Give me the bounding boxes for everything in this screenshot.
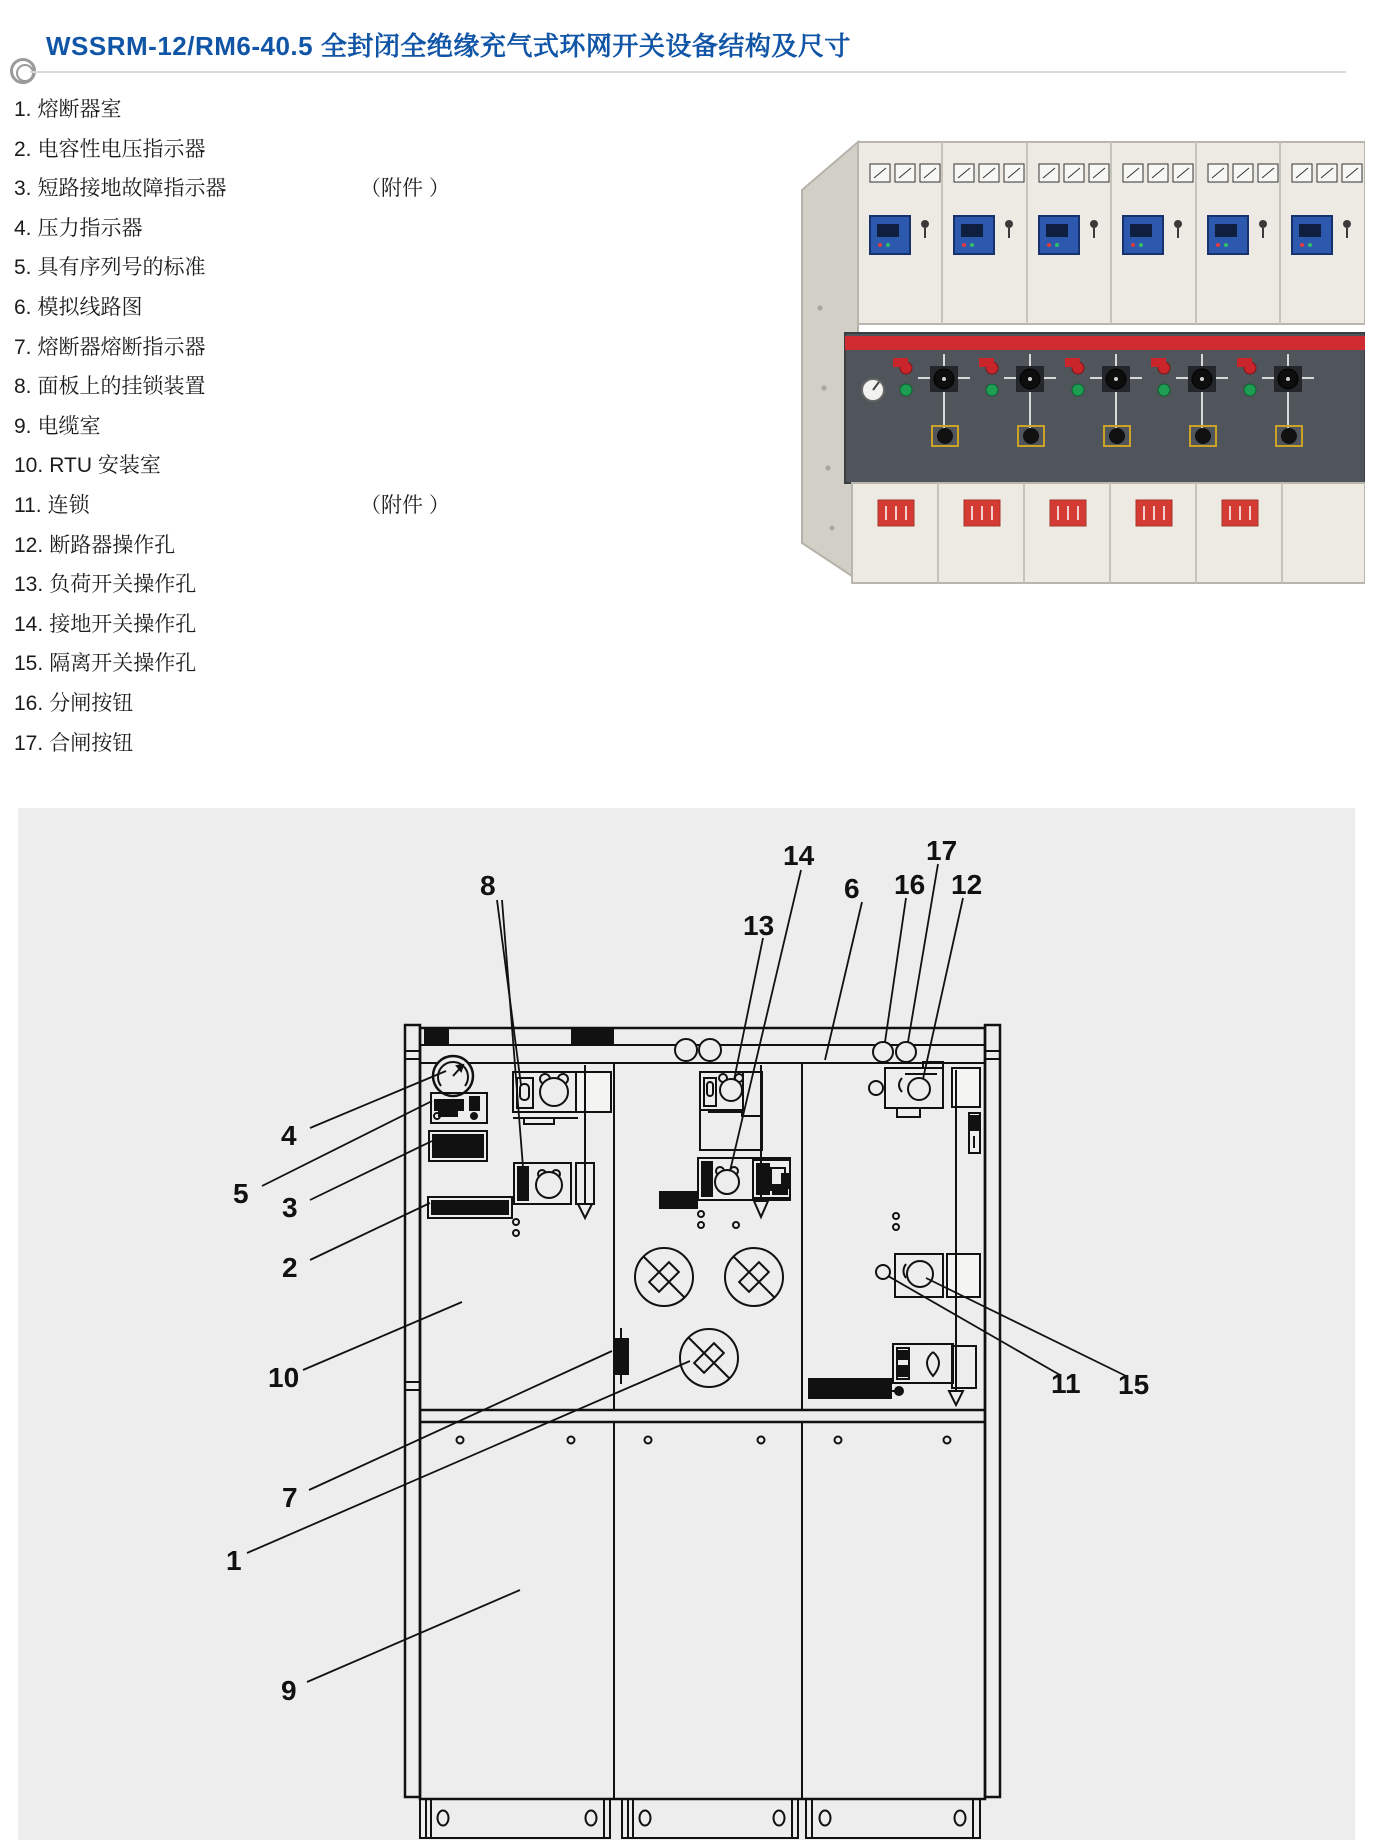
parts-list-item [14,328,614,368]
parts-list-item [14,288,614,328]
item-label: 合闸按钮 [49,731,134,755]
item-label: 分闸按钮 [49,691,134,715]
parts-list-item [14,605,614,645]
item-number: 9. [14,414,32,438]
item-note: （附件 ） [360,493,450,517]
cabinet-plinth [420,1799,980,1838]
item-number: 2. [14,137,32,161]
fuse-symbols [635,1248,783,1387]
callout-lines [247,864,1126,1682]
item-label: 具有序列号的标准 [37,256,206,280]
parts-list-item [14,130,614,170]
parts-list-item [14,724,614,764]
item-number: 17. [14,731,44,755]
item-label: 接地开关操作孔 [49,612,197,636]
parts-list [14,90,614,763]
callout-4: 4 [281,1120,297,1151]
callout-17: 17 [926,835,958,866]
parts-list-item [14,446,614,486]
item-label: 压力指示器 [37,216,143,240]
callout-13: 13 [743,910,775,941]
parts-list-item [14,684,614,724]
item-number: 10. [14,454,44,478]
item-number: 15. [14,652,44,676]
parts-list-item [14,209,614,249]
parts-list-item [14,565,614,605]
left-switch-mechanism [513,1065,611,1218]
diagram-panel [18,808,1355,1840]
item-label: 熔断器室 [37,98,122,121]
parts-list-item [14,367,614,407]
nameplate [431,1093,487,1123]
parts-list-item [14,90,614,130]
item-label: 模拟线路图 [37,295,143,319]
item-number: 4. [14,216,32,240]
item-label: 熔断器熔断指示器 [37,335,206,359]
item-number: 11. [14,493,42,517]
callout-2: 2 [282,1252,298,1283]
photo-lower-section [852,483,1365,583]
callout-15: 15 [1118,1369,1150,1400]
callout-5: 5 [233,1178,249,1209]
callout-7: 7 [282,1482,298,1513]
callout-12: 12 [951,869,983,900]
callout-16: 16 [894,869,926,900]
item-number: 13. [14,573,44,597]
callout-11: 11 [1051,1368,1081,1399]
parts-list-item [14,644,614,684]
item-note: （附件 ） [360,177,450,201]
item-label: 短路接地故障指示器 [37,177,227,201]
callout-1: 1 [226,1545,242,1576]
fuse-blown-indicator [615,1328,628,1384]
callout-labels [226,835,1149,1706]
fault-indicator [429,1131,487,1161]
interlock-device [969,1113,980,1153]
item-number: 3. [14,177,32,201]
parts-list-item [14,407,614,447]
callout-6: 6 [844,873,860,904]
photo-middle-section [845,333,1365,483]
callout-3: 3 [282,1192,298,1223]
item-number: 14. [14,612,44,636]
right-lower-mechanism [809,1070,976,1405]
item-label: 面板上的挂锁装置 [37,375,206,399]
item-label: 负荷开关操作孔 [49,573,197,597]
item-number: 5. [14,256,32,280]
item-label: 断路器操作孔 [49,533,176,557]
parts-list-item [14,486,614,526]
item-label: 连锁 [47,493,90,517]
parts-list-item [14,248,614,288]
item-label: RTU 安装室 [49,454,161,478]
photo-upper-section [858,142,1365,324]
callout-10: 10 [268,1362,300,1393]
voltage-indicator [428,1197,519,1236]
item-number: 7. [14,335,32,359]
middle-switch-mechanism [660,1065,790,1228]
item-label: 电容性电压指示器 [37,137,206,161]
parts-list-item [14,169,614,209]
item-number: 8. [14,375,32,399]
callout-8: 8 [480,870,496,901]
parts-list-item [14,526,614,566]
item-label: 电缆室 [37,414,101,438]
item-number: 12. [14,533,44,557]
callout-14: 14 [783,840,815,871]
callout-9: 9 [281,1675,297,1706]
pressure-gauge [433,1056,473,1096]
cabinet-frame [405,1025,1000,1799]
product-photo [790,128,1365,598]
title-divider [30,71,1346,73]
page-title: WSSRM-12/RM6-40.5 全封闭全绝缘充气式环网开关设备结构及尺寸 [46,31,851,61]
item-number: 16. [14,691,44,715]
item-label: 隔离开关操作孔 [49,652,197,676]
structure-diagram [18,808,1355,1840]
disconnector-mechanism [876,1254,980,1297]
item-number: 1. [14,98,32,121]
item-number: 6. [14,295,32,319]
